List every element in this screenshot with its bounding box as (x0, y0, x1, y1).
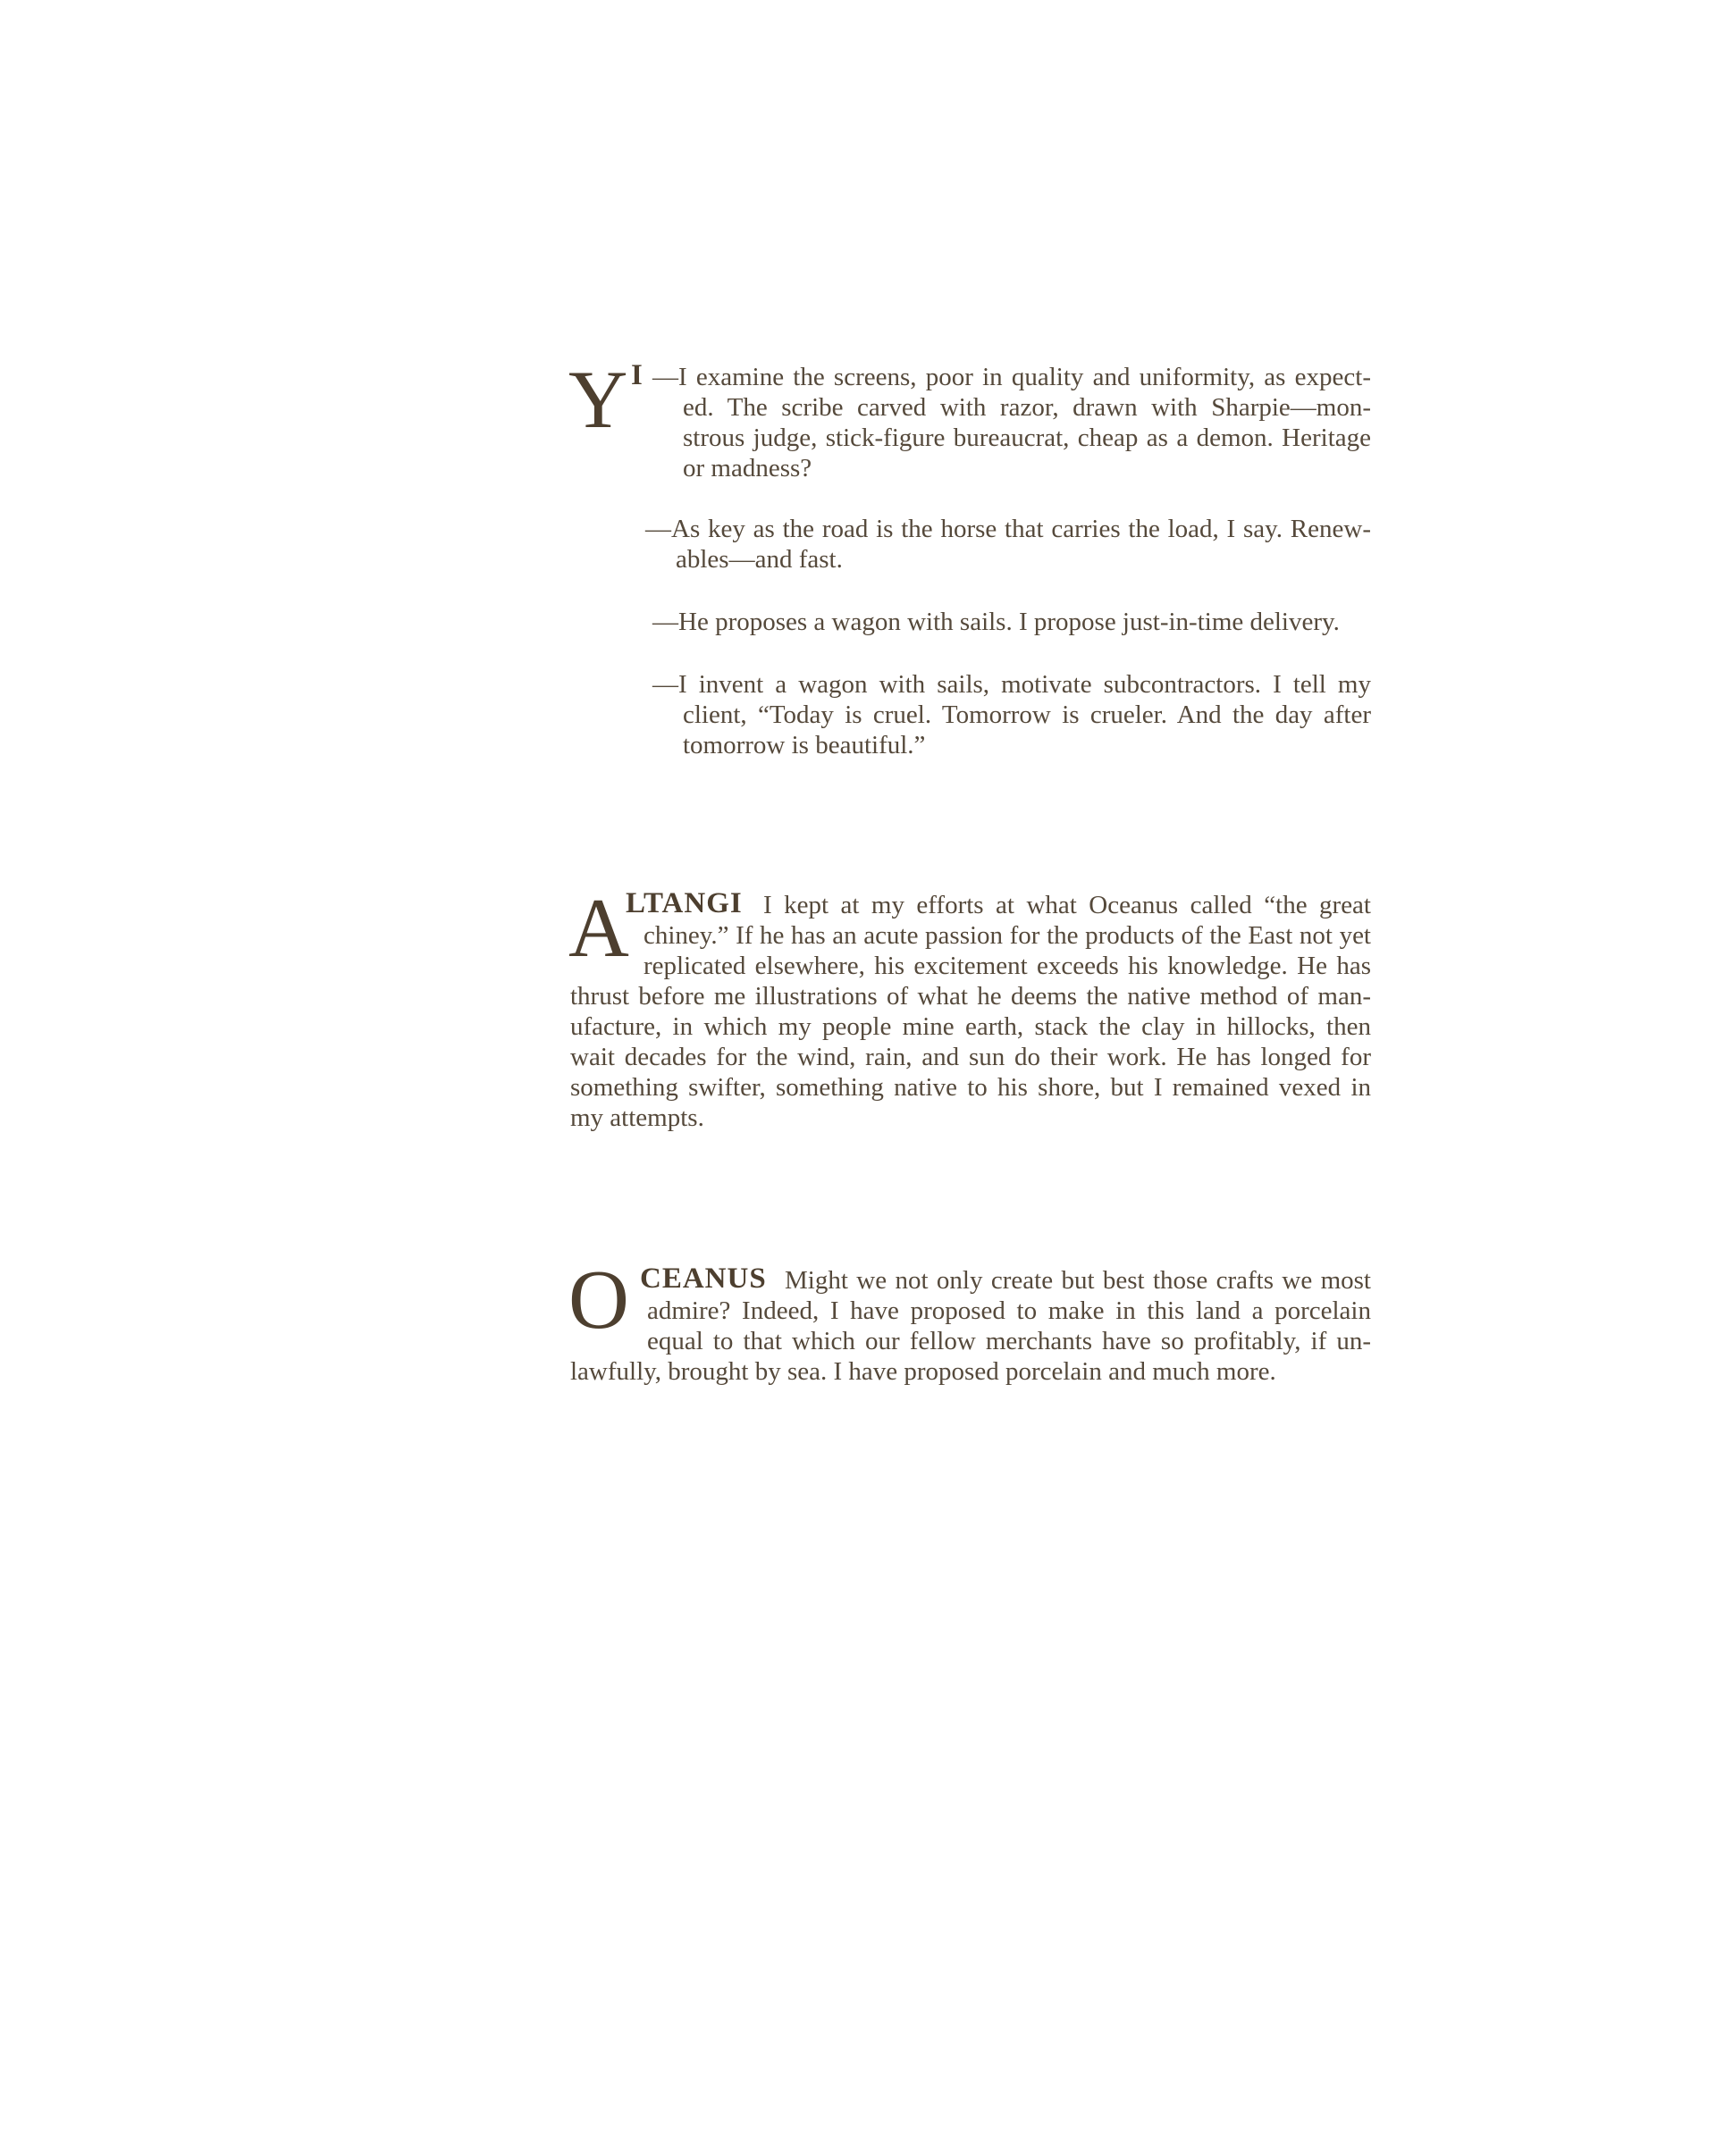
oceanus-section (568, 1254, 1371, 1403)
text-line: or madness? (683, 454, 812, 482)
drop-cap-y: Y (568, 354, 628, 445)
text-line: equal to that which our fellow merchants have so profitably, if un- (647, 1327, 1371, 1355)
text-line: —I examine the screens, poor in quality and uniformity, as expect- (652, 363, 1371, 391)
text-line: strous judge, stick-figure bureaucrat, cheap as a demon. Heritage (683, 424, 1371, 452)
text-line: replicated elsewhere, his excitement exceeds his knowledge. He has (644, 952, 1371, 980)
speaker-name-altangi: LTANGI (626, 887, 743, 919)
text-line: —As key as the road is the horse that carries the load, I say. Renew- (645, 515, 1371, 543)
speaker-name-oceanus: CEANUS (640, 1263, 767, 1295)
speaker-name-yi: I (631, 359, 644, 391)
text-line: —I invent a wagon with sails, motivate subcontractors. I tell my (652, 670, 1371, 699)
text-line: ufacture, in which my people mine earth, stack the clay in hillocks, then (570, 1012, 1371, 1041)
altangi-section (568, 882, 1371, 1153)
text-line: —He proposes a wagon with sails. I propose just-in-time delivery. (652, 608, 1340, 636)
text-line: I kept at my efforts at what Oceanus called “the great (763, 891, 1371, 919)
drop-cap-o: O (568, 1254, 629, 1346)
text-line: admire? Indeed, I have proposed to make in this land a porcelain (647, 1296, 1371, 1325)
text-line: tomorrow is beautiful.” (683, 731, 926, 759)
text-line: Might we not only create but best those crafts we most (785, 1266, 1371, 1295)
text-line: ables—and fast. (676, 545, 843, 574)
text-line: my attempts. (570, 1103, 704, 1132)
text-line: chiney.” If he has an acute passion for the products of the East not yet (644, 921, 1371, 950)
yi-section (570, 353, 1371, 773)
text-line: wait decades for the wind, rain, and sun do their work. He has longed for (570, 1043, 1371, 1071)
drop-cap-a: A (568, 882, 629, 975)
text-line: thrust before me illustrations of what he deems the native method of man- (570, 982, 1371, 1011)
text-line: lawfully, brought by sea. I have proposed porcelain and much more. (570, 1357, 1276, 1386)
text-line: something swifter, something native to his shore, but I remained vexed in (570, 1073, 1371, 1102)
text-line: ed. The scribe carved with razor, drawn with Sharpie—mon- (683, 393, 1371, 422)
text-line: client, “Today is cruel. Tomorrow is crueler. And the day after (683, 700, 1371, 729)
